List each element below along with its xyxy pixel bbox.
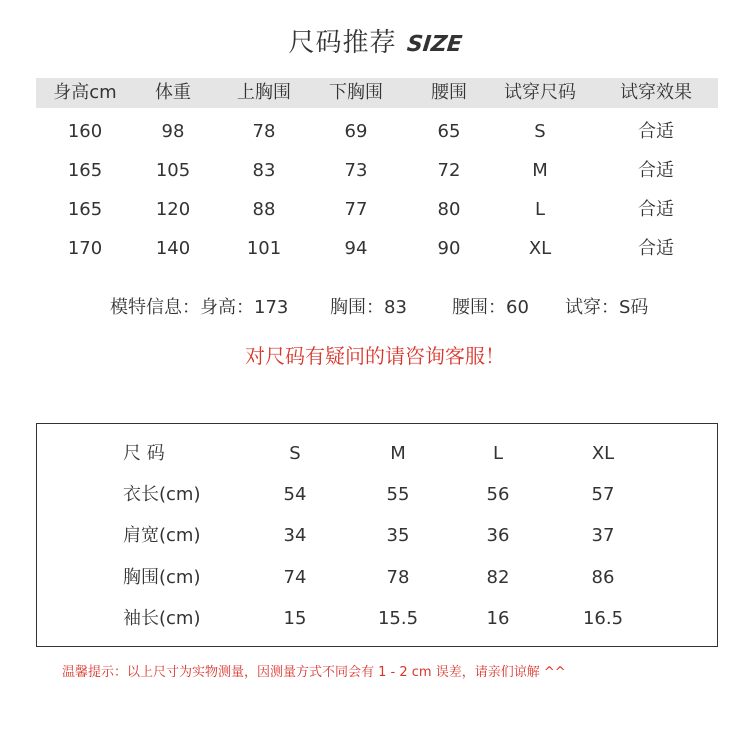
cell-xl: 86 xyxy=(591,567,615,588)
cell-waist: 72 xyxy=(437,160,461,181)
cell-weight: 98 xyxy=(161,121,185,142)
cell-l: 56 xyxy=(486,484,510,505)
measurement-tip: 温馨提示：以上尺寸为实物测量，因测量方式不同会有 1 - 2 cm 误差，请亲们谅解 ^^ xyxy=(62,665,566,680)
cell-under-bust: 69 xyxy=(344,121,368,142)
table-row xyxy=(37,480,719,510)
cell-xl: 16.5 xyxy=(582,608,624,629)
cell-label: 尺 码 xyxy=(123,443,165,464)
cell-label: 胸围(cm) xyxy=(123,567,201,588)
cell-m: 78 xyxy=(386,567,410,588)
cell-waist: 90 xyxy=(437,238,461,259)
cell-label: 肩宽(cm) xyxy=(123,525,201,546)
cell-height: 160 xyxy=(67,121,103,142)
cell-m: 15.5 xyxy=(377,608,419,629)
table-row xyxy=(37,604,719,634)
cell-m: 35 xyxy=(386,525,410,546)
table-row xyxy=(36,195,718,225)
title-cn: 尺码推荐 xyxy=(288,28,397,58)
page-title xyxy=(0,22,750,59)
cell-l: L xyxy=(492,443,504,464)
cell-label: 袖长(cm) xyxy=(123,608,201,629)
cell-under-bust: 77 xyxy=(344,199,368,220)
cell-height: 165 xyxy=(67,160,103,181)
model-info xyxy=(0,293,750,319)
header-height: 身高cm xyxy=(53,82,117,103)
cell-under-bust: 94 xyxy=(344,238,368,259)
model-waist: 腰围：60 xyxy=(452,297,529,318)
header-under-bust: 下胸围 xyxy=(329,82,383,103)
model-fit: 试穿：S码 xyxy=(565,297,649,318)
cell-upper-bust: 83 xyxy=(252,160,276,181)
cell-fit-size: L xyxy=(534,199,546,220)
cell-height: 165 xyxy=(67,199,103,220)
cell-weight: 140 xyxy=(155,238,191,259)
cell-label: 衣长(cm) xyxy=(123,484,201,505)
cell-l: 16 xyxy=(486,608,510,629)
title-en: SIZE xyxy=(405,32,463,57)
cell-s: 34 xyxy=(283,525,307,546)
cell-s: 74 xyxy=(283,567,307,588)
cell-waist: 80 xyxy=(437,199,461,220)
table-row xyxy=(36,234,718,264)
cell-fit-effect: 合适 xyxy=(638,121,674,142)
cell-height: 170 xyxy=(67,238,103,259)
cell-upper-bust: 78 xyxy=(252,121,276,142)
header-fit-size: 试穿尺码 xyxy=(504,82,576,103)
cell-under-bust: 73 xyxy=(344,160,368,181)
cell-m: M xyxy=(390,443,406,464)
table-row xyxy=(36,117,718,147)
cell-fit-size: XL xyxy=(528,238,552,259)
cell-fit-effect: 合适 xyxy=(638,238,674,259)
measure-table xyxy=(36,423,718,647)
table-row xyxy=(37,563,719,593)
cell-waist: 65 xyxy=(437,121,461,142)
cell-xl: XL xyxy=(591,443,615,464)
model-bust: 胸围：83 xyxy=(330,297,407,318)
header-waist: 腰围 xyxy=(431,82,467,103)
cell-upper-bust: 88 xyxy=(252,199,276,220)
cell-fit-effect: 合适 xyxy=(638,160,674,181)
table-row xyxy=(37,521,719,551)
cell-s: S xyxy=(289,443,301,464)
cell-xl: 57 xyxy=(591,484,615,505)
cell-l: 82 xyxy=(486,567,510,588)
header-weight: 体重 xyxy=(155,82,191,103)
table-row xyxy=(36,156,718,186)
header-fit-effect: 试穿效果 xyxy=(620,82,692,103)
model-height: 模特信息：身高：173 xyxy=(110,297,289,318)
size-notice: 对尺码有疑问的请咨询客服！ xyxy=(245,344,505,368)
cell-weight: 105 xyxy=(155,160,191,181)
cell-xl: 37 xyxy=(591,525,615,546)
measure-header-row xyxy=(37,439,719,469)
cell-upper-bust: 101 xyxy=(246,238,282,259)
cell-m: 55 xyxy=(386,484,410,505)
cell-s: 15 xyxy=(283,608,307,629)
cell-fit-effect: 合适 xyxy=(638,199,674,220)
cell-fit-size: S xyxy=(534,121,546,142)
cell-s: 54 xyxy=(283,484,307,505)
cell-l: 36 xyxy=(486,525,510,546)
cell-weight: 120 xyxy=(155,199,191,220)
header-upper-bust: 上胸围 xyxy=(237,82,291,103)
recommend-table-header xyxy=(36,78,718,108)
cell-fit-size: M xyxy=(532,160,548,181)
